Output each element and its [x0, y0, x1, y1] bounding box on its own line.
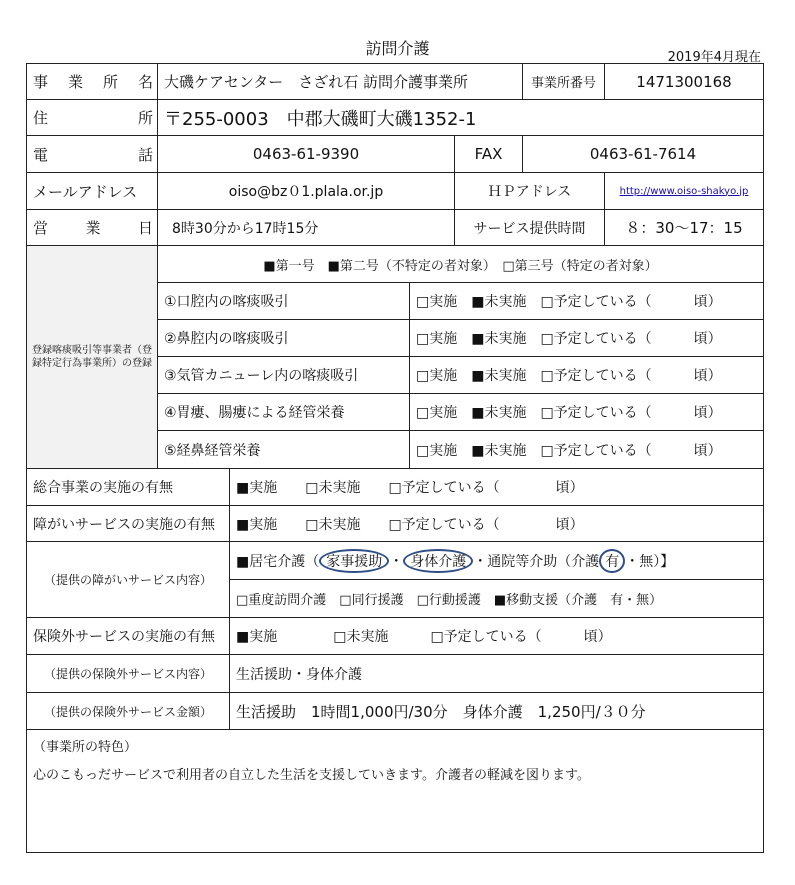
- address: 〒255-0003 中郡大磯町大磯1352-1: [158, 100, 763, 136]
- general-project-label: 総合事業の実施の有無: [27, 469, 230, 506]
- office-name: 大磯ケアセンター さざれ石 訪問介護事業所: [158, 64, 523, 100]
- outside-content-label: （提供の保険外サービス内容）: [27, 655, 230, 693]
- text-span: ・: [625, 553, 640, 570]
- label-char: 話: [137, 145, 153, 164]
- label-char: 名: [137, 73, 153, 91]
- service-hours: ８：30～17：15: [605, 210, 763, 246]
- disability-label: 障がいサービスの実施の有無: [27, 506, 230, 542]
- suction-item-status: □実施 ■未実施 □予定している（ 頃）: [410, 431, 763, 469]
- suction-item-status: □実施 ■未実施 □予定している（ 頃）: [410, 394, 763, 431]
- body-care-circled: 身体介護: [403, 549, 473, 573]
- info-table: [26, 63, 764, 853]
- suction-item-status: □実施 ■未実施 □予定している（ 頃）: [410, 320, 763, 357]
- suction-item-name: ④胃瘻、腸瘻による経管栄養: [158, 394, 410, 431]
- date-label: 2019年4月現在: [667, 50, 761, 65]
- hp-link[interactable]: http://www.oiso-shakyo.jp: [619, 185, 749, 197]
- text-span: ■居宅介護（: [236, 553, 320, 570]
- label-char: 日: [137, 219, 153, 237]
- label-char: 電: [33, 145, 49, 164]
- email: oiso@bz０1.plala.or.jp: [158, 173, 455, 210]
- disability-value: ■実施 □未実施 □予定している（ 頃）: [230, 506, 763, 542]
- disability-content-line1: [230, 542, 763, 580]
- page-title: 訪問介護: [365, 39, 430, 58]
- features-text: 心のこもっだサービスで利用者の自立した生活を支援していきます。介護者の軽減を図ります。: [33, 768, 590, 783]
- yes-circled: 有: [599, 549, 625, 573]
- features-label: （事業所の特色）: [33, 740, 138, 755]
- outside-insurance-label: 保険外サービスの実施の有無: [27, 618, 230, 655]
- suction-item-status: □実施 ■未実施 □予定している（ 頃）: [410, 283, 763, 320]
- housework-circled: 家事援助: [319, 549, 389, 573]
- text-span: ・通院等介助（介護: [473, 553, 600, 570]
- suction-item-name: ⑤経鼻経管栄養: [158, 431, 410, 469]
- business-days: 8時30分から17時15分: [158, 210, 455, 246]
- suction-item-name: ①口腔内の喀痰吸引: [158, 283, 410, 320]
- outside-content: 生活援助・身体介護: [230, 655, 763, 693]
- label-char: 所: [102, 73, 118, 91]
- office-number-label: 事業所番号: [523, 64, 605, 100]
- office-number: 1471300168: [605, 64, 763, 100]
- email-label: メールアドレス: [27, 173, 158, 210]
- business-days-label: [27, 210, 158, 246]
- fax: 0463-61-7614: [523, 136, 763, 173]
- suction-item-name: ③気管カニューレ内の喀痰吸引: [158, 357, 410, 394]
- phone-label: [27, 136, 158, 173]
- outside-insurance-value: ■実施 □未実施 □予定している（ 頃）: [230, 618, 763, 655]
- text-span: ・: [389, 553, 404, 570]
- text-span: 無）】: [639, 553, 675, 570]
- disability-content-label: （提供の障がいサービス内容）: [27, 542, 230, 618]
- fax-label: FAX: [455, 136, 523, 173]
- phone: 0463-61-9390: [158, 136, 455, 173]
- hp-label: ＨＰアドレス: [455, 173, 605, 210]
- label-char: 営: [33, 219, 49, 237]
- suction-item-status: □実施 ■未実施 □予定している（ 頃）: [410, 357, 763, 394]
- hp-cell: [605, 173, 763, 210]
- address-label: [27, 100, 158, 136]
- label-char: 業: [67, 73, 83, 91]
- general-project-value: ■実施 □未実施 □予定している（ 頃）: [230, 469, 763, 506]
- label-char: 所: [137, 109, 153, 127]
- outside-fee-label: （提供の保険外サービス金額）: [27, 693, 230, 730]
- suction-label: 登録喀痰吸引等事業者（登録特定行為事業所）の登録: [27, 246, 158, 469]
- office-name-label: [27, 64, 158, 100]
- label-char: 業: [85, 219, 101, 237]
- label-char: 事: [33, 73, 49, 91]
- service-hours-label: サービス提供時間: [455, 210, 605, 246]
- label-char: 住: [33, 109, 49, 127]
- suction-types: ■第一号 ■第二号（不特定の者対象） □第三号（特定の者対象）: [158, 246, 763, 283]
- disability-content-line2: □重度訪問介護 □同行援護 □行動援護 ■移動支援（介護 有・無）: [230, 580, 763, 618]
- suction-item-name: ②鼻腔内の喀痰吸引: [158, 320, 410, 357]
- outside-fee: 生活援助 1時間1,000円/30分 身体介護 1,250円/３０分: [230, 693, 763, 730]
